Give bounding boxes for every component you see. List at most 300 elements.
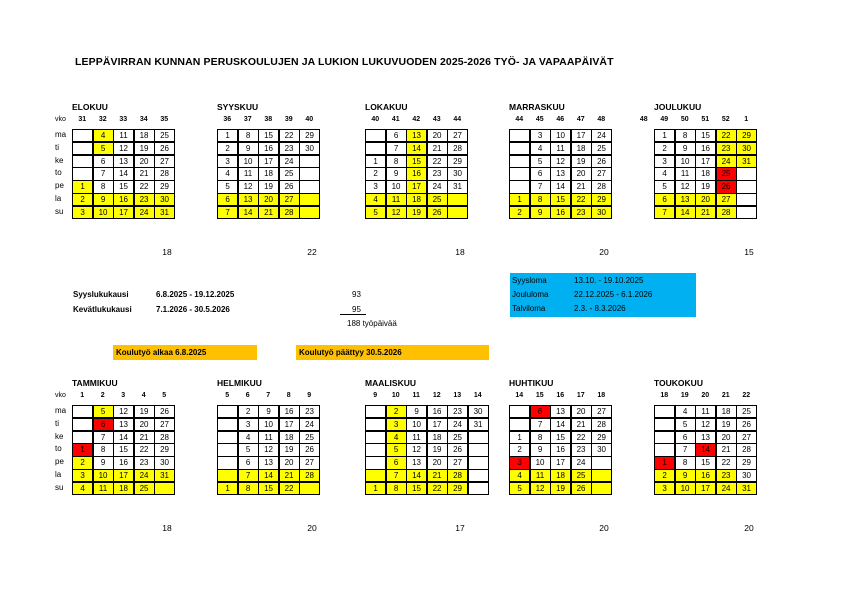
week-number: 1 (80, 392, 85, 399)
day-cell: 20 (695, 193, 716, 206)
holiday-name: Syysloma (512, 276, 547, 285)
day-cell: 4 (675, 405, 696, 418)
day-cell: 19 (571, 155, 592, 168)
day-cell: 21 (134, 167, 155, 180)
day-cell (509, 180, 530, 193)
day-cell: 4 (509, 469, 530, 482)
day-cell: 22 (716, 456, 737, 469)
week-number: 7 (266, 392, 271, 399)
day-cell: 14 (258, 469, 279, 482)
day-cell: 17 (113, 469, 134, 482)
week-number: 44 (515, 116, 524, 123)
day-cell: 5 (530, 155, 551, 168)
day-cell: 1 (72, 180, 93, 193)
day-cell (299, 206, 320, 219)
day-cell: 3 (509, 456, 530, 469)
day-cell (72, 155, 93, 168)
school-start-banner: Koulutyö alkaa 6.8.2025 (113, 345, 257, 360)
day-cell: 27 (591, 405, 612, 418)
day-cell: 20 (716, 431, 737, 444)
day-cell: 8 (530, 193, 551, 206)
day-cell (365, 142, 386, 155)
day-cell: 7 (530, 180, 551, 193)
day-cell: 7 (654, 206, 675, 219)
day-cell: 13 (406, 129, 427, 142)
day-cell (736, 167, 757, 180)
day-cell: 24 (571, 456, 592, 469)
day-cell: 31 (154, 206, 175, 219)
day-cell: 26 (299, 443, 320, 456)
day-cell: 7 (93, 167, 114, 180)
day-cell: 14 (675, 206, 696, 219)
day-cell: 15 (550, 431, 571, 444)
day-cell (591, 456, 612, 469)
day-cell: 25 (571, 469, 592, 482)
day-cell: 25 (427, 193, 448, 206)
week-number: 16 (556, 392, 565, 399)
day-cell: 11 (258, 431, 279, 444)
day-cell: 26 (716, 180, 737, 193)
day-cell: 12 (113, 405, 134, 418)
day-cell: 13 (695, 431, 716, 444)
day-cell: 24 (716, 482, 737, 495)
week-number: 40 (371, 116, 380, 123)
week-number: 22 (742, 392, 751, 399)
day-cell: 6 (93, 155, 114, 168)
day-cell: 4 (238, 431, 259, 444)
day-cell: 12 (113, 142, 134, 155)
day-cell: 7 (238, 469, 259, 482)
day-cell: 2 (509, 206, 530, 219)
day-cell: 9 (530, 206, 551, 219)
month-name: TOUKOKUU (654, 378, 703, 388)
day-cell: 14 (406, 469, 427, 482)
day-cell (509, 418, 530, 431)
week-number: 5 (162, 392, 167, 399)
day-cell: 20 (571, 405, 592, 418)
day-cell: 8 (386, 155, 407, 168)
day-cell: 23 (716, 469, 737, 482)
day-cell: 10 (675, 155, 696, 168)
day-cell: 17 (406, 180, 427, 193)
day-cell: 19 (134, 142, 155, 155)
week-number: 48 (639, 116, 648, 123)
week-number: 19 (680, 392, 689, 399)
day-cell: 16 (550, 206, 571, 219)
day-cell: 15 (258, 129, 279, 142)
day-cell: 10 (386, 180, 407, 193)
day-cell (447, 206, 468, 219)
day-cell: 23 (447, 405, 468, 418)
month-name: TAMMIKUU (72, 378, 118, 388)
month-workdays-total: 20 (744, 523, 754, 533)
day-cell: 10 (258, 418, 279, 431)
day-cell: 2 (386, 405, 407, 418)
day-cell: 15 (113, 443, 134, 456)
day-cell: 23 (134, 456, 155, 469)
day-cell: 10 (93, 206, 114, 219)
day-cell: 1 (217, 482, 238, 495)
day-cell: 7 (386, 142, 407, 155)
day-cell: 23 (279, 142, 300, 155)
day-cell (736, 193, 757, 206)
week-number: 11 (412, 392, 420, 399)
day-cell: 5 (365, 206, 386, 219)
day-cell: 3 (217, 155, 238, 168)
weekday-label: to (55, 444, 62, 454)
day-cell: 29 (591, 193, 612, 206)
day-cell: 15 (258, 482, 279, 495)
day-cell: 26 (736, 418, 757, 431)
day-cell: 6 (93, 418, 114, 431)
day-cell: 4 (72, 482, 93, 495)
day-cell (468, 456, 489, 469)
week-label: vko (55, 116, 66, 123)
holiday-box (510, 273, 696, 317)
day-cell: 16 (113, 456, 134, 469)
spring-term-dates: 7.1.2026 - 30.5.2026 (156, 305, 230, 314)
day-cell (72, 405, 93, 418)
day-cell: 23 (427, 167, 448, 180)
day-cell: 15 (550, 193, 571, 206)
day-cell: 9 (406, 405, 427, 418)
day-cell: 11 (550, 142, 571, 155)
day-cell: 15 (406, 482, 427, 495)
day-cell: 7 (675, 443, 696, 456)
day-cell: 20 (279, 456, 300, 469)
day-cell: 26 (279, 180, 300, 193)
day-cell: 20 (571, 167, 592, 180)
day-cell: 22 (427, 482, 448, 495)
day-cell: 29 (447, 482, 468, 495)
month-workdays-total: 20 (599, 247, 609, 257)
weekday-label: to (55, 168, 62, 178)
day-cell: 9 (93, 193, 114, 206)
day-cell: 14 (406, 142, 427, 155)
day-cell: 23 (571, 443, 592, 456)
day-cell: 21 (571, 418, 592, 431)
week-number: 21 (721, 392, 730, 399)
day-cell: 30 (154, 456, 175, 469)
day-cell: 10 (238, 155, 259, 168)
day-cell: 19 (695, 180, 716, 193)
day-cell: 1 (509, 431, 530, 444)
week-number: 8 (286, 392, 291, 399)
day-cell: 17 (279, 418, 300, 431)
day-cell: 1 (509, 193, 530, 206)
day-cell: 23 (571, 206, 592, 219)
day-cell: 21 (571, 180, 592, 193)
day-cell (654, 405, 675, 418)
week-number: 51 (701, 116, 710, 123)
day-cell: 13 (113, 418, 134, 431)
day-cell: 27 (591, 167, 612, 180)
week-number: 36 (223, 116, 232, 123)
week-number: 4 (141, 392, 146, 399)
day-cell: 17 (258, 155, 279, 168)
day-cell (299, 482, 320, 495)
day-cell: 23 (716, 142, 737, 155)
day-cell: 14 (113, 431, 134, 444)
day-cell: 28 (716, 206, 737, 219)
autumn-term-days: 93 (352, 290, 361, 299)
day-cell: 3 (365, 180, 386, 193)
holiday-dates: 2.3. - 8.3.2026 (574, 304, 626, 313)
weekday-label: ma (55, 406, 67, 415)
day-cell: 9 (93, 456, 114, 469)
day-cell: 17 (113, 206, 134, 219)
day-cell: 24 (299, 418, 320, 431)
day-cell: 7 (217, 206, 238, 219)
day-cell: 8 (93, 180, 114, 193)
week-number: 44 (453, 116, 462, 123)
day-cell: 8 (675, 456, 696, 469)
day-cell (365, 469, 386, 482)
day-cell: 1 (365, 482, 386, 495)
day-cell: 19 (134, 405, 155, 418)
day-cell (154, 482, 175, 495)
day-cell: 19 (427, 443, 448, 456)
week-number: 1 (744, 116, 749, 123)
day-cell: 21 (134, 431, 155, 444)
day-cell: 28 (154, 167, 175, 180)
week-label: vko (55, 392, 66, 399)
day-cell: 5 (675, 418, 696, 431)
weekday-label: pe (55, 181, 64, 191)
week-number: 15 (535, 392, 544, 399)
day-cell: 29 (736, 456, 757, 469)
day-cell: 2 (217, 142, 238, 155)
day-cell: 25 (134, 482, 155, 495)
week-number: 49 (660, 116, 669, 123)
weekday-label: la (55, 470, 62, 479)
day-cell: 19 (279, 443, 300, 456)
day-cell: 25 (736, 405, 757, 418)
week-number: 40 (305, 116, 314, 123)
week-number: 32 (98, 116, 107, 123)
day-cell: 1 (654, 129, 675, 142)
day-cell: 2 (72, 193, 93, 206)
holiday-dates: 13.10. - 19.10.2025 (574, 276, 644, 285)
day-cell (217, 443, 238, 456)
day-cell: 3 (530, 129, 551, 142)
day-cell: 22 (716, 129, 737, 142)
day-cell: 2 (72, 456, 93, 469)
month-workdays-total: 22 (307, 247, 317, 257)
day-cell: 3 (654, 482, 675, 495)
day-cell: 7 (93, 431, 114, 444)
day-cell: 9 (675, 142, 696, 155)
day-cell (72, 129, 93, 142)
day-cell (591, 482, 612, 495)
day-cell: 18 (279, 431, 300, 444)
weekday-label: ke (55, 431, 64, 441)
day-cell: 20 (427, 129, 448, 142)
day-cell: 18 (716, 405, 737, 418)
day-cell: 18 (695, 167, 716, 180)
week-number: 14 (515, 392, 524, 399)
day-cell: 17 (571, 129, 592, 142)
day-cell (299, 167, 320, 180)
day-cell: 6 (238, 456, 259, 469)
day-cell (365, 443, 386, 456)
day-cell: 21 (716, 443, 737, 456)
day-cell: 22 (279, 129, 300, 142)
day-cell (468, 443, 489, 456)
day-cell: 11 (113, 129, 134, 142)
holiday-name: Talviloma (512, 304, 546, 313)
day-cell: 27 (299, 456, 320, 469)
day-cell (736, 180, 757, 193)
holiday-name: Joululoma (512, 290, 549, 299)
week-number: 41 (391, 116, 400, 123)
day-cell: 3 (386, 418, 407, 431)
day-cell: 9 (386, 167, 407, 180)
day-cell: 13 (550, 405, 571, 418)
weekday-label: la (55, 194, 62, 203)
day-cell: 25 (154, 129, 175, 142)
day-cell: 28 (591, 180, 612, 193)
week-number: 20 (701, 392, 710, 399)
day-cell: 1 (217, 129, 238, 142)
spring-term-label: Kevätlukukausi (73, 305, 132, 314)
day-cell: 2 (509, 443, 530, 456)
day-cell: 27 (154, 155, 175, 168)
day-cell: 5 (654, 180, 675, 193)
day-cell: 30 (154, 193, 175, 206)
week-number: 50 (680, 116, 689, 123)
day-cell: 6 (386, 129, 407, 142)
day-cell: 22 (279, 482, 300, 495)
weekday-label: ma (55, 130, 67, 139)
day-cell: 1 (72, 443, 93, 456)
day-cell: 12 (550, 155, 571, 168)
day-cell: 4 (217, 167, 238, 180)
week-number: 5 (225, 392, 230, 399)
day-cell: 9 (675, 469, 696, 482)
day-cell: 22 (571, 193, 592, 206)
day-cell: 15 (695, 129, 716, 142)
week-number: 12 (432, 392, 441, 399)
week-number: 47 (576, 116, 585, 123)
day-cell (509, 155, 530, 168)
day-cell: 27 (154, 418, 175, 431)
day-cell: 5 (509, 482, 530, 495)
day-cell: 12 (258, 443, 279, 456)
day-cell: 3 (654, 155, 675, 168)
day-cell: 9 (530, 443, 551, 456)
day-cell: 10 (550, 129, 571, 142)
day-cell: 26 (571, 482, 592, 495)
week-number: 3 (121, 392, 126, 399)
day-cell: 8 (675, 129, 696, 142)
sum-line (340, 314, 366, 315)
day-cell: 23 (299, 405, 320, 418)
day-cell: 17 (695, 155, 716, 168)
day-cell (217, 431, 238, 444)
day-cell: 30 (591, 206, 612, 219)
day-cell: 11 (238, 167, 259, 180)
day-cell: 11 (386, 193, 407, 206)
day-cell: 27 (716, 193, 737, 206)
month-name: HELMIKUU (217, 378, 262, 388)
day-cell: 29 (447, 155, 468, 168)
day-cell: 30 (299, 142, 320, 155)
day-cell: 26 (154, 405, 175, 418)
day-cell: 1 (654, 456, 675, 469)
day-cell: 24 (447, 418, 468, 431)
day-cell: 5 (93, 405, 114, 418)
spring-term-days: 95 (352, 305, 361, 314)
day-cell: 16 (279, 405, 300, 418)
day-cell: 28 (299, 469, 320, 482)
day-cell: 18 (134, 129, 155, 142)
day-cell: 21 (695, 206, 716, 219)
day-cell: 8 (530, 431, 551, 444)
day-cell (736, 206, 757, 219)
day-cell: 12 (406, 443, 427, 456)
day-cell: 31 (447, 180, 468, 193)
day-cell: 26 (154, 142, 175, 155)
day-cell: 27 (736, 431, 757, 444)
week-number: 52 (721, 116, 730, 123)
day-cell: 6 (654, 193, 675, 206)
day-cell: 24 (279, 155, 300, 168)
weekday-label: ke (55, 155, 64, 165)
day-cell: 22 (427, 155, 448, 168)
week-number: 45 (535, 116, 544, 123)
day-cell: 4 (386, 431, 407, 444)
month-name: ELOKUU (72, 102, 108, 112)
day-cell: 19 (258, 180, 279, 193)
month-workdays-total: 18 (162, 247, 172, 257)
day-cell (72, 418, 93, 431)
day-cell: 13 (550, 167, 571, 180)
weekday-label: ti (55, 418, 59, 428)
week-number: 9 (307, 392, 312, 399)
day-cell: 16 (695, 469, 716, 482)
autumn-term-label: Syyslukukausi (73, 290, 129, 299)
day-cell: 31 (736, 155, 757, 168)
day-cell: 5 (238, 443, 259, 456)
day-cell: 8 (93, 443, 114, 456)
day-cell (654, 443, 675, 456)
day-cell: 16 (113, 193, 134, 206)
day-cell: 18 (427, 431, 448, 444)
week-number: 42 (412, 116, 421, 123)
day-cell: 16 (550, 443, 571, 456)
day-cell: 28 (279, 206, 300, 219)
day-cell: 6 (217, 193, 238, 206)
day-cell: 24 (427, 180, 448, 193)
day-cell (365, 129, 386, 142)
day-cell: 5 (386, 443, 407, 456)
day-cell: 14 (113, 167, 134, 180)
day-cell: 14 (695, 443, 716, 456)
total-workdays: 188 työpäivää (347, 319, 397, 328)
day-cell: 28 (447, 469, 468, 482)
weekday-label: ti (55, 142, 59, 152)
day-cell (217, 418, 238, 431)
day-cell: 9 (258, 405, 279, 418)
day-cell: 18 (113, 482, 134, 495)
day-cell: 16 (258, 142, 279, 155)
day-cell: 22 (134, 180, 155, 193)
day-cell: 13 (675, 193, 696, 206)
day-cell (299, 180, 320, 193)
month-workdays-total: 20 (599, 523, 609, 533)
day-cell: 14 (550, 418, 571, 431)
